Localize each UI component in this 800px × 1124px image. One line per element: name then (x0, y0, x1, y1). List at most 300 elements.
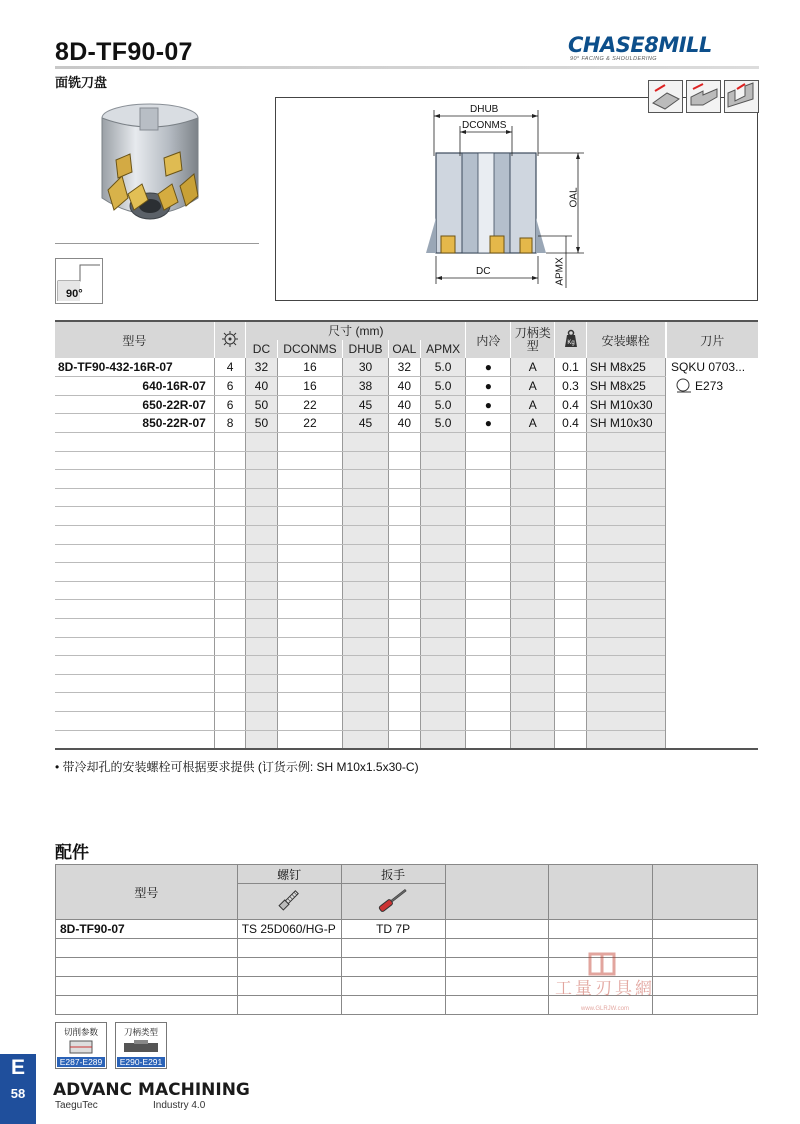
cell-z (214, 730, 245, 749)
cell-apmx (420, 600, 466, 619)
cell-dconms (277, 544, 343, 563)
cell-screw (586, 526, 665, 545)
acc-cell-wrench (341, 939, 445, 958)
cell-model (55, 451, 214, 470)
cell-dconms: 22 (277, 414, 343, 433)
cell-dc (246, 600, 277, 619)
cell-dc: 40 (246, 377, 277, 396)
cell-kg (555, 544, 587, 563)
brand-tagline: 90° FACING & SHOULDERING (570, 56, 657, 62)
cell-coolant: ● (466, 377, 511, 396)
cell-z (214, 637, 245, 656)
cell-dc (246, 433, 277, 452)
cell-oal (388, 619, 420, 638)
col-header-coolant: 内冷 (466, 321, 511, 358)
footer-brand-logo (53, 1080, 250, 1100)
acc-cell-screw: TS 25D060/HG-P (237, 920, 341, 939)
wrench-icon (341, 884, 445, 920)
dim-label-apmx: APMX (554, 257, 566, 286)
section-letter: E (10, 1056, 25, 1079)
ref-pages: E287-E289 (57, 1057, 105, 1067)
cell-dhub (343, 526, 389, 545)
col-header-insert: 刀片 (666, 321, 758, 358)
dim-label-dhub: DHUB (470, 104, 499, 115)
slot-milling-icon (724, 80, 759, 113)
cell-dconms: 16 (277, 377, 343, 396)
cell-dhub (343, 637, 389, 656)
cell-coolant (466, 656, 511, 675)
cell-type (511, 711, 555, 730)
cell-dhub (343, 544, 389, 563)
shoulder-milling-icon (686, 80, 721, 113)
cell-screw (586, 711, 665, 730)
cell-apmx (420, 581, 466, 600)
cell-dconms (277, 526, 343, 545)
acc-row (56, 920, 758, 939)
cell-type: A (511, 414, 555, 433)
cell-apmx (420, 693, 466, 712)
header-rule (55, 66, 759, 69)
table-row (55, 619, 758, 638)
cell-screw (586, 637, 665, 656)
ref-label: 切削参数 (63, 1027, 98, 1037)
footer-industry: Industry 4.0 (153, 1100, 206, 1111)
cell-z (214, 674, 245, 693)
cell-dconms (277, 451, 343, 470)
cell-oal (388, 563, 420, 582)
cell-type (511, 674, 555, 693)
cell-oal (388, 674, 420, 693)
cell-apmx (420, 488, 466, 507)
cell-model (55, 544, 214, 563)
cell-coolant (466, 581, 511, 600)
acc-cell-model: 8D-TF90-07 (56, 920, 238, 939)
cell-screw (586, 488, 665, 507)
cell-coolant: ● (466, 414, 511, 433)
cell-coolant (466, 600, 511, 619)
cell-dc (246, 470, 277, 489)
cell-coolant (466, 544, 511, 563)
cell-screw: SH M10x30 (586, 414, 665, 433)
cell-dconms (277, 693, 343, 712)
cell-coolant (466, 619, 511, 638)
table-row (55, 544, 758, 563)
cell-apmx (420, 730, 466, 749)
cell-apmx (420, 563, 466, 582)
acc-cell-model (56, 977, 238, 996)
cell-type (511, 451, 555, 470)
cell-dc (246, 581, 277, 600)
cell-oal (388, 544, 420, 563)
cell-oal: 40 (388, 414, 420, 433)
cell-coolant (466, 637, 511, 656)
acc-cell-screw (237, 939, 341, 958)
cell-screw (586, 507, 665, 526)
cell-model (55, 637, 214, 656)
cell-dconms (277, 433, 343, 452)
acc-header-wrench: 扳手 (341, 865, 445, 884)
cell-kg (555, 526, 587, 545)
ref-cutting-data[interactable] (55, 1022, 107, 1069)
cell-z (214, 507, 245, 526)
cell-screw (586, 563, 665, 582)
cell-model (55, 507, 214, 526)
cell-type (511, 526, 555, 545)
cell-oal (388, 433, 420, 452)
cell-z (214, 544, 245, 563)
cell-apmx (420, 507, 466, 526)
teeth-count-icon (214, 321, 245, 358)
cell-dhub (343, 507, 389, 526)
cell-coolant (466, 711, 511, 730)
cell-screw (586, 581, 665, 600)
cell-type (511, 470, 555, 489)
acc-header-screw: 螺钉 (237, 865, 341, 884)
cell-dhub (343, 711, 389, 730)
cell-apmx: 5.0 (420, 395, 466, 414)
table-row (55, 451, 758, 470)
insert-cell (666, 358, 758, 748)
cell-model (55, 563, 214, 582)
cell-kg (555, 693, 587, 712)
col-header-dc: DC (246, 340, 277, 359)
cell-apmx (420, 433, 466, 452)
cell-oal (388, 470, 420, 489)
cell-apmx: 5.0 (420, 377, 466, 396)
cell-screw: SH M8x25 (586, 358, 665, 377)
cell-oal (388, 711, 420, 730)
cell-oal (388, 488, 420, 507)
cell-kg (555, 600, 587, 619)
acc-cell-screw (237, 958, 341, 977)
cell-apmx (420, 674, 466, 693)
table-row (55, 395, 758, 414)
cell-apmx (420, 711, 466, 730)
cell-type (511, 730, 555, 749)
cell-oal (388, 526, 420, 545)
accessories-title: 配件 (55, 843, 89, 862)
cell-coolant (466, 563, 511, 582)
cell-dc: 50 (246, 414, 277, 433)
insert-ref-link[interactable] (669, 376, 755, 396)
cell-model: 8D-TF90-432-16R-07 (55, 358, 214, 377)
cell-model (55, 711, 214, 730)
photo-divider (55, 243, 259, 244)
cell-dhub (343, 619, 389, 638)
technical-drawing (275, 97, 758, 301)
cell-dc (246, 488, 277, 507)
cell-dhub (343, 451, 389, 470)
cell-screw: SH M8x25 (586, 377, 665, 396)
cell-dc (246, 544, 277, 563)
cell-coolant (466, 526, 511, 545)
cell-dc (246, 711, 277, 730)
cell-dconms: 22 (277, 395, 343, 414)
footer-brand-name: ADVANC MACHINING (53, 1080, 250, 1100)
cell-kg (555, 581, 587, 600)
cell-apmx (420, 619, 466, 638)
acc-cell-e1 (445, 920, 549, 939)
cell-screw (586, 470, 665, 489)
cell-model (55, 488, 214, 507)
cell-model (55, 581, 214, 600)
cell-z (214, 581, 245, 600)
col-header-apmx: APMX (420, 340, 466, 359)
cell-kg (555, 711, 587, 730)
cell-kg: 0.3 (555, 377, 587, 396)
cell-z (214, 600, 245, 619)
dim-label-dconms: DCONMS (462, 120, 507, 131)
cell-coolant (466, 507, 511, 526)
cell-dc: 32 (246, 358, 277, 377)
cell-coolant (466, 693, 511, 712)
cell-coolant (466, 451, 511, 470)
acc-cell-model (56, 939, 238, 958)
acc-header-empty-2 (549, 865, 653, 920)
cell-z: 4 (214, 358, 245, 377)
cell-type: A (511, 395, 555, 414)
cell-z (214, 563, 245, 582)
cell-dconms (277, 730, 343, 749)
cell-model (55, 656, 214, 675)
cell-z: 6 (214, 377, 245, 396)
screw-icon (237, 884, 341, 920)
section-tab (0, 1054, 36, 1124)
cell-oal (388, 656, 420, 675)
cell-model (55, 526, 214, 545)
cell-dconms (277, 711, 343, 730)
cell-apmx (420, 656, 466, 675)
cell-dc (246, 656, 277, 675)
cell-kg (555, 730, 587, 749)
cell-dhub: 38 (343, 377, 389, 396)
cell-dconms: 16 (277, 358, 343, 377)
cell-dc (246, 637, 277, 656)
cell-oal (388, 693, 420, 712)
cell-oal: 32 (388, 358, 420, 377)
table-row (55, 581, 758, 600)
cell-model (55, 619, 214, 638)
cell-screw (586, 451, 665, 470)
acc-cell-screw (237, 996, 341, 1015)
cell-screw (586, 693, 665, 712)
magnifier-icon (675, 378, 693, 394)
cell-z (214, 470, 245, 489)
acc-cell-e1 (445, 939, 549, 958)
page-title: 8D-TF90-07 (55, 38, 193, 66)
cutter-spec-table (55, 320, 758, 750)
cell-dhub: 45 (343, 395, 389, 414)
cell-screw (586, 544, 665, 563)
cell-z (214, 656, 245, 675)
table-row (55, 693, 758, 712)
cell-type (511, 544, 555, 563)
table-row (55, 526, 758, 545)
cell-dconms (277, 581, 343, 600)
cell-coolant: ● (466, 395, 511, 414)
cell-dhub (343, 730, 389, 749)
col-header-oal: OAL (388, 340, 420, 359)
cell-kg (555, 656, 587, 675)
cell-dc (246, 526, 277, 545)
cell-type: A (511, 358, 555, 377)
cell-dc (246, 619, 277, 638)
face-milling-icon (648, 80, 683, 113)
cell-screw (586, 674, 665, 693)
cell-dconms (277, 600, 343, 619)
cell-dhub (343, 488, 389, 507)
table-row (55, 656, 758, 675)
cell-oal (388, 581, 420, 600)
footer-company: TaeguTec (55, 1100, 98, 1111)
cell-dhub (343, 674, 389, 693)
cell-kg (555, 488, 587, 507)
cell-dc (246, 730, 277, 749)
col-header-dimensions: 尺寸 (mm) (246, 321, 466, 340)
cell-oal (388, 451, 420, 470)
col-header-shank-type: 刀柄类型 (511, 321, 555, 358)
table-row (55, 674, 758, 693)
table-row (55, 377, 758, 396)
ref-pages: E290-E291 (117, 1057, 165, 1067)
cell-dhub (343, 563, 389, 582)
cell-model: 640-16R-07 (55, 377, 214, 396)
cell-z (214, 451, 245, 470)
cell-oal (388, 637, 420, 656)
cell-z (214, 526, 245, 545)
cell-dconms (277, 619, 343, 638)
weight-icon (555, 321, 587, 358)
cell-kg (555, 507, 587, 526)
cell-kg (555, 433, 587, 452)
cell-dconms (277, 563, 343, 582)
cell-type (511, 581, 555, 600)
watermark-logo (540, 950, 670, 1015)
cell-type (511, 693, 555, 712)
cell-model (55, 433, 214, 452)
cell-dconms (277, 470, 343, 489)
cell-model (55, 470, 214, 489)
cell-z (214, 488, 245, 507)
acc-cell-e1 (445, 977, 549, 996)
cell-type (511, 600, 555, 619)
cell-oal (388, 507, 420, 526)
table-row (55, 358, 758, 377)
cell-apmx (420, 637, 466, 656)
acc-cell-model (56, 958, 238, 977)
cell-dhub (343, 600, 389, 619)
acc-cell-screw (237, 977, 341, 996)
table-row (55, 433, 758, 452)
table-row (55, 470, 758, 489)
cell-coolant (466, 433, 511, 452)
cell-screw (586, 600, 665, 619)
cell-coolant (466, 674, 511, 693)
cell-kg (555, 674, 587, 693)
cell-z (214, 711, 245, 730)
acc-cell-e1 (445, 958, 549, 977)
cell-type (511, 619, 555, 638)
cell-kg: 0.1 (555, 358, 587, 377)
acc-cell-e2 (549, 920, 653, 939)
brand-name: CHASE8MILL (568, 33, 712, 57)
cell-model: 850-22R-07 (55, 414, 214, 433)
cell-model (55, 693, 214, 712)
ref-label: 刀柄类型 (123, 1027, 158, 1037)
cell-coolant (466, 470, 511, 489)
cell-dc: 50 (246, 395, 277, 414)
page-number: 58 (10, 1086, 26, 1101)
svg-text:工量刃具網: 工量刃具網 (555, 979, 655, 999)
cell-dc (246, 563, 277, 582)
cell-apmx (420, 470, 466, 489)
cell-type (511, 656, 555, 675)
footnote: • 带冷却孔的安装螺栓可根据要求提供 (订货示例: SH M10x1.5x30-C) (55, 760, 419, 774)
cell-dc (246, 693, 277, 712)
weight-label: Kg (566, 339, 575, 346)
cell-type: A (511, 377, 555, 396)
col-header-dhub: DHUB (343, 340, 389, 359)
brand-logo (568, 33, 760, 63)
cell-type (511, 507, 555, 526)
cell-z: 6 (214, 395, 245, 414)
acc-cell-e1 (445, 996, 549, 1015)
acc-cell-wrench (341, 977, 445, 996)
cell-dhub (343, 693, 389, 712)
cell-model (55, 674, 214, 693)
cell-dhub (343, 433, 389, 452)
dim-label-oal: OAL (568, 187, 580, 208)
acc-cell-e3 (653, 920, 758, 939)
table-row (55, 507, 758, 526)
cell-type (511, 488, 555, 507)
cell-dconms (277, 507, 343, 526)
acc-header-model: 型号 (56, 865, 238, 920)
cell-type (511, 637, 555, 656)
cell-model (55, 600, 214, 619)
cell-dc (246, 451, 277, 470)
cell-screw (586, 433, 665, 452)
table-row (55, 414, 758, 433)
cell-kg: 0.4 (555, 395, 587, 414)
table-row (55, 730, 758, 749)
cell-oal: 40 (388, 377, 420, 396)
cell-screw (586, 656, 665, 675)
cell-oal (388, 730, 420, 749)
cell-apmx: 5.0 (420, 414, 466, 433)
insert-ref: E273 (695, 379, 724, 394)
cell-dhub: 45 (343, 414, 389, 433)
table-row (55, 600, 758, 619)
cell-kg (555, 619, 587, 638)
acc-cell-model (56, 996, 238, 1015)
page-subtitle: 面铣刀盘 (55, 75, 108, 90)
ref-shank-types[interactable] (115, 1022, 167, 1069)
cell-kg: 0.4 (555, 414, 587, 433)
acc-header-empty-1 (445, 865, 549, 920)
acc-cell-wrench (341, 996, 445, 1015)
acc-cell-wrench: TD 7P (341, 920, 445, 939)
cell-z (214, 619, 245, 638)
angle-label: 90° (66, 288, 83, 300)
cell-screw (586, 619, 665, 638)
col-header-model: 型号 (55, 321, 214, 358)
cell-model: 650-22R-07 (55, 395, 214, 414)
cell-dconms (277, 637, 343, 656)
cell-kg (555, 470, 587, 489)
cell-apmx (420, 544, 466, 563)
cell-dhub (343, 656, 389, 675)
